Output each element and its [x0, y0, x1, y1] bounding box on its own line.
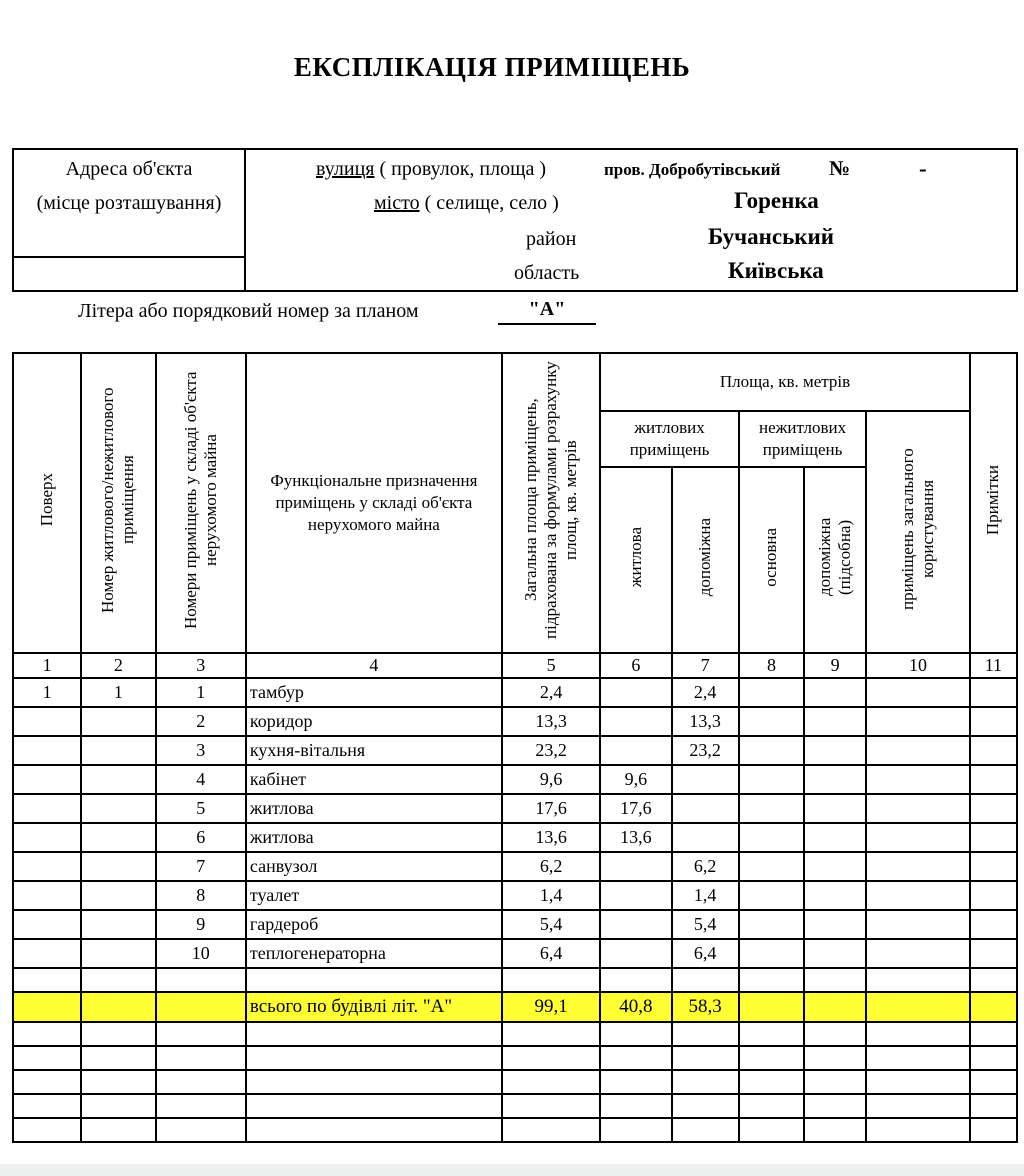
cell-aux: 1,4 [672, 881, 739, 910]
cell-notes [970, 852, 1017, 881]
table-row [13, 678, 1017, 707]
empty-row [13, 968, 1017, 992]
header-residential: житлових приміщень [600, 411, 739, 467]
cell-notes [970, 736, 1017, 765]
total-row [13, 992, 1017, 1022]
table-row [13, 794, 1017, 823]
cell-living [600, 678, 671, 707]
cell-total: 23,2 [502, 736, 600, 765]
cell-main [739, 678, 804, 707]
column-number: 4 [246, 653, 502, 678]
region-label: область [514, 262, 580, 284]
cell-floor [13, 794, 81, 823]
cell-aux-utility [804, 736, 866, 765]
cell-total: 1,4 [502, 881, 600, 910]
cell-common [866, 939, 969, 968]
cell-aux: 2,4 [672, 678, 739, 707]
cell-aux-utility [804, 881, 866, 910]
cell-room: 7 [156, 852, 246, 881]
cell-aux-utility [804, 852, 866, 881]
column-number: 11 [970, 653, 1017, 678]
table-row [13, 707, 1017, 736]
header-aux-utility: допоміжна (підсобна) [804, 467, 866, 653]
cell-room: 9 [156, 910, 246, 939]
total-area-value: 99,1 [502, 992, 600, 1022]
cell-name: житлова [246, 794, 502, 823]
address-box [12, 148, 1018, 292]
table-row [13, 823, 1017, 852]
street-value: пров. Добробутівський [604, 160, 781, 179]
cell-aux: 6,2 [672, 852, 739, 881]
cell-name: теплогенераторна [246, 939, 502, 968]
cell-unit [81, 823, 155, 852]
document-title: ЕКСПЛІКАЦІЯ ПРИМІЩЕНЬ [293, 52, 691, 82]
cell-aux: 23,2 [672, 736, 739, 765]
litera-value: "А" [498, 298, 596, 325]
cell-room: 10 [156, 939, 246, 968]
cell-aux: 13,3 [672, 707, 739, 736]
cell-common [866, 707, 969, 736]
table-row [13, 881, 1017, 910]
region-value: Київська [728, 258, 824, 283]
cell-main [739, 823, 804, 852]
cell-main [739, 794, 804, 823]
cell-room: 1 [156, 678, 246, 707]
column-number-row [13, 653, 1017, 678]
cell-main [739, 852, 804, 881]
column-number: 5 [502, 653, 600, 678]
header-notes: Примітки [970, 353, 1017, 653]
city-label: місто ( селище, село ) [374, 192, 559, 214]
city-value: Горенка [734, 188, 819, 213]
cell-name: санвузол [246, 852, 502, 881]
cell-name: коридор [246, 707, 502, 736]
district-value: Бучанський [708, 224, 834, 249]
cell-living: 17,6 [600, 794, 671, 823]
cell-aux-utility [804, 765, 866, 794]
cell-living [600, 881, 671, 910]
cell-name: кабінет [246, 765, 502, 794]
cell-unit [81, 939, 155, 968]
cell-main [739, 707, 804, 736]
explication-table [12, 352, 1018, 1143]
header-common-use: приміщень загального користування [866, 411, 969, 653]
address-divider [244, 150, 246, 290]
cell-unit [81, 910, 155, 939]
cell-unit [81, 736, 155, 765]
cell-floor [13, 881, 81, 910]
cell-total: 6,4 [502, 939, 600, 968]
litera-label: Літера або порядковий номер за планом [78, 300, 419, 322]
cell-aux [672, 794, 739, 823]
cell-main [739, 881, 804, 910]
cell-floor [13, 765, 81, 794]
empty-row [13, 1118, 1017, 1142]
cell-living [600, 939, 671, 968]
cell-name: тамбур [246, 678, 502, 707]
cell-aux-utility [804, 939, 866, 968]
cell-common [866, 852, 969, 881]
cell-living: 9,6 [600, 765, 671, 794]
cell-aux-utility [804, 794, 866, 823]
empty-row [13, 1046, 1017, 1070]
cell-name: гардероб [246, 910, 502, 939]
cell-floor [13, 939, 81, 968]
table-row [13, 736, 1017, 765]
cell-notes [970, 765, 1017, 794]
cell-room: 5 [156, 794, 246, 823]
cell-living [600, 852, 671, 881]
address-label: Адреса об'єкта [65, 158, 193, 180]
cell-common [866, 736, 969, 765]
cell-total: 13,6 [502, 823, 600, 852]
number-value: - [919, 156, 927, 181]
cell-room: 6 [156, 823, 246, 852]
header-auxiliary: допоміжна [672, 467, 739, 653]
cell-room: 8 [156, 881, 246, 910]
cell-notes [970, 881, 1017, 910]
empty-row [13, 1022, 1017, 1046]
cell-common [866, 794, 969, 823]
column-number: 8 [739, 653, 804, 678]
cell-room: 4 [156, 765, 246, 794]
cell-common [866, 910, 969, 939]
cell-notes [970, 678, 1017, 707]
cell-main [739, 765, 804, 794]
cell-total: 9,6 [502, 765, 600, 794]
column-number: 7 [672, 653, 739, 678]
cell-notes [970, 910, 1017, 939]
header-floor: Поверх [13, 353, 81, 653]
cell-floor [13, 852, 81, 881]
cell-floor [13, 707, 81, 736]
table-row [13, 852, 1017, 881]
cell-total: 6,2 [502, 852, 600, 881]
empty-row [13, 1094, 1017, 1118]
column-number: 10 [866, 653, 969, 678]
cell-unit [81, 881, 155, 910]
cell-unit [81, 707, 155, 736]
column-number: 3 [156, 653, 246, 678]
cell-unit: 1 [81, 678, 155, 707]
table-row [13, 910, 1017, 939]
column-number: 1 [13, 653, 81, 678]
cell-living [600, 736, 671, 765]
cell-main [739, 910, 804, 939]
cell-notes [970, 823, 1017, 852]
cell-main [739, 736, 804, 765]
cell-total: 17,6 [502, 794, 600, 823]
column-number: 2 [81, 653, 155, 678]
cell-aux-utility [804, 707, 866, 736]
cell-total: 5,4 [502, 910, 600, 939]
address-divider-horizontal [14, 256, 246, 258]
cell-name: житлова [246, 823, 502, 852]
cell-common [866, 823, 969, 852]
header-living: житлова [600, 467, 671, 653]
table-row [13, 939, 1017, 968]
header-total-area: Загальна площа приміщень, підрахована за формулами розрахунку площ, кв. метрів [502, 353, 600, 653]
table-row [13, 765, 1017, 794]
cell-name: кухня-вітальня [246, 736, 502, 765]
column-number: 6 [600, 653, 671, 678]
cell-aux-utility [804, 910, 866, 939]
cell-aux [672, 823, 739, 852]
cell-floor [13, 736, 81, 765]
cell-total: 2,4 [502, 678, 600, 707]
cell-main [739, 939, 804, 968]
cell-aux [672, 765, 739, 794]
cell-living [600, 910, 671, 939]
cell-common [866, 678, 969, 707]
cell-notes [970, 939, 1017, 968]
empty-row [13, 1070, 1017, 1094]
header-room-numbers: Номери приміщень у складі об'єкта нерухомого майна [156, 353, 246, 653]
cell-unit [81, 852, 155, 881]
cell-aux: 5,4 [672, 910, 739, 939]
cell-common [866, 881, 969, 910]
number-label: № [829, 156, 851, 180]
cell-living: 13,6 [600, 823, 671, 852]
header-purpose: Функціональне призначення приміщень у складі об'єкта нерухомого майна [246, 353, 502, 653]
cell-notes [970, 794, 1017, 823]
header-nonresidential: нежитлових приміщень [739, 411, 866, 467]
cell-floor [13, 823, 81, 852]
column-number: 9 [804, 653, 866, 678]
bottom-strip [0, 1164, 1024, 1176]
total-living-value: 40,8 [600, 992, 671, 1022]
header-area-group: Площа, кв. метрів [600, 353, 969, 411]
total-aux-value: 58,3 [672, 992, 739, 1022]
address-sublabel: (місце розташування) [36, 192, 222, 214]
street-label: вулиця ( провулок, площа ) [316, 158, 547, 180]
cell-aux: 6,4 [672, 939, 739, 968]
header-unit-number: Номер житлового/нежитлового приміщення [81, 353, 155, 653]
district-label: район [526, 228, 577, 250]
cell-floor [13, 910, 81, 939]
cell-unit [81, 765, 155, 794]
cell-living [600, 707, 671, 736]
cell-aux-utility [804, 823, 866, 852]
cell-floor: 1 [13, 678, 81, 707]
cell-aux-utility [804, 678, 866, 707]
total-label: всього по будівлі літ. "А" [246, 992, 502, 1022]
cell-total: 13,3 [502, 707, 600, 736]
cell-notes [970, 707, 1017, 736]
cell-room: 2 [156, 707, 246, 736]
cell-unit [81, 794, 155, 823]
header-main: основна [739, 467, 804, 653]
cell-name: туалет [246, 881, 502, 910]
cell-room: 3 [156, 736, 246, 765]
cell-common [866, 765, 969, 794]
